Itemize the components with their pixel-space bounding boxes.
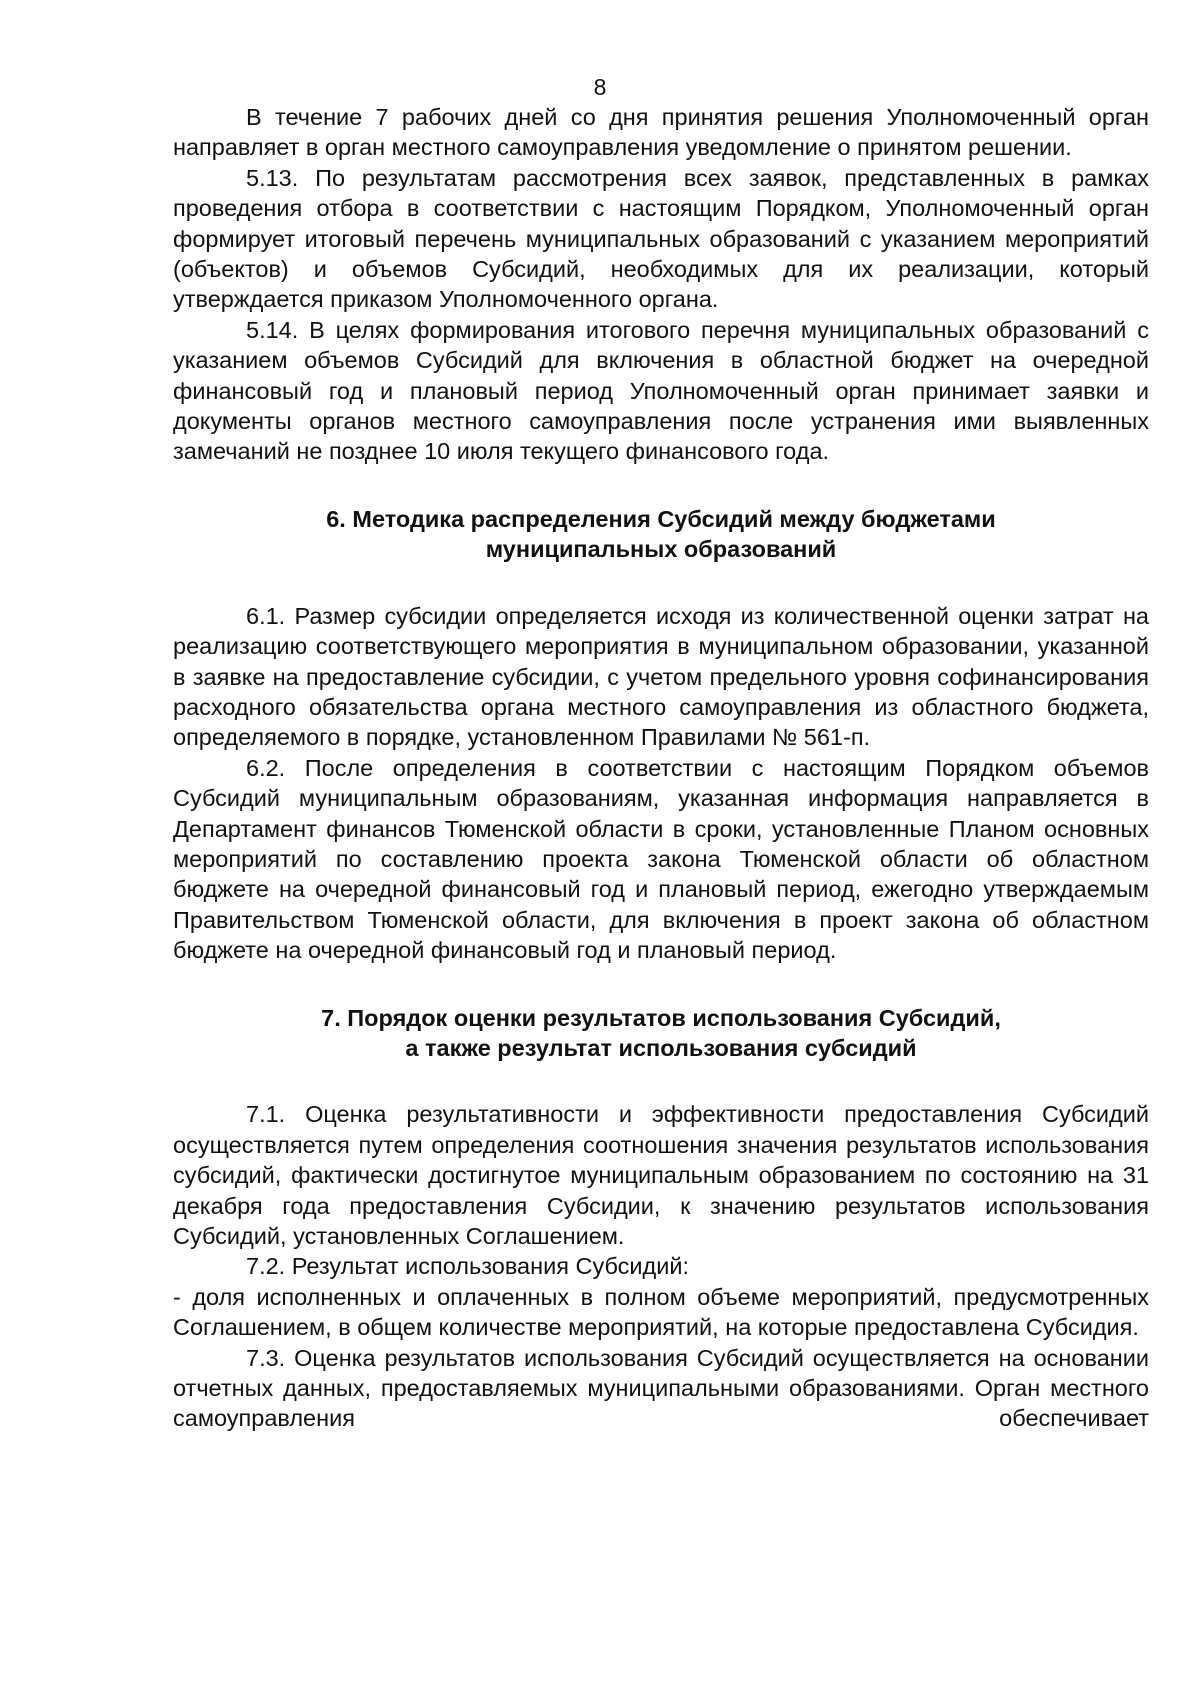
page-number: 8: [593, 74, 607, 100]
paragraph-6-2: 6.2. После определения в соответствии с настоящим Порядком объемов Субсидий муниципальным образованиям, указанная информация направляется в Департамент финансов Тюменской области в сроки, установленные Планом основных мероприятий по составлению проекта закона Тюменской области об областном бюджете на очередной финансовый год и плановый период, ежегодно утверждаемым Правительством Тюменской области, для включения в проект закона об областном бюджете на очередной финансовый год и плановый период.: [173, 754, 1149, 964]
paragraph-7-2-list-item: - доля исполненных и оплаченных в полном объеме мероприятий, предусмотренных Соглашением, в общем количестве мероприятий, на которые предоставлена Субсидия.: [173, 1283, 1149, 1341]
paragraph-7-2: 7.2. Результат использования Субсидий:: [246, 1253, 690, 1280]
spacer: [173, 565, 1149, 601]
paragraph-5-13: 5.13. По результатам рассмотрения всех заявок, представленных в рамках проведения отбора в соответствии с настоящим Порядком, Уполномоченный орган формирует итоговый перечень муниципальных образований с указанием мероприятий (объектов) и объемов Субсидий, необходимых для их реализации, который утверждается приказом Уполномоченного органа.: [173, 164, 1149, 313]
paragraph-6-1: 6.1. Размер субсидии определяется исходя из количественной оценки затрат на реализацию соответствующего мероприятия в муниципальном образовании, указанной в заявке на предоставление субсидии, с учетом предельного уровня софинансирования расходного обязательства органа местного самоуправления из областного бюджета, определяемого в порядке, установленном Правилами № 561-п.: [173, 602, 1149, 751]
section-6-heading-line1: 6. Методика распределения Субсидий между бюджетами: [326, 505, 996, 532]
paragraph-5-14: 5.14. В целях формирования итогового перечня муниципальных образований с указанием объемов Субсидий для включения в областной бюджет на очередной финансовый год и плановый период Уполномоченный орган принимает заявки и документы органов местного самоуправления после устранения ими выявленных замечаний не позднее 10 июля текущего финансового года.: [173, 316, 1149, 465]
spacer: [173, 467, 1149, 504]
section-7-heading: [173, 1003, 1149, 1064]
paragraph-7-1: 7.1. Оценка результативности и эффективности предоставления Субсидий осуществляется путем определения соотношения значения результатов использования субсидий, фактически достигнутое муниципальным образованием по состоянию на 31 декабря года предоставления Субсидии, к значению результатов использования Субсидий, установленных Соглашением.: [173, 1101, 1149, 1249]
section-6-heading-line2: муниципальных образований: [485, 536, 837, 563]
section-6-heading: [173, 504, 1149, 565]
section-7-heading-line1: 7. Порядок оценки результатов использования Субсидий,: [321, 1004, 1001, 1031]
spacer: [173, 966, 1149, 1003]
paragraph-decision-notice: В течение 7 рабочих дней со дня принятия решения Уполномоченный орган направляет в орган местного самоуправления уведомление о принятом решении.: [173, 104, 1149, 161]
section-7-heading-line2: а также результат использования субсидий: [405, 1034, 917, 1061]
spacer: [173, 1063, 1149, 1099]
paragraph-7-3: 7.3. Оценка результатов использования Субсидий осуществляется на основании отчетных данных, предоставляемых муниципальными образованиями. Орган местного самоуправления обеспечивает: [173, 1344, 1149, 1432]
document-body: [173, 102, 1149, 1434]
